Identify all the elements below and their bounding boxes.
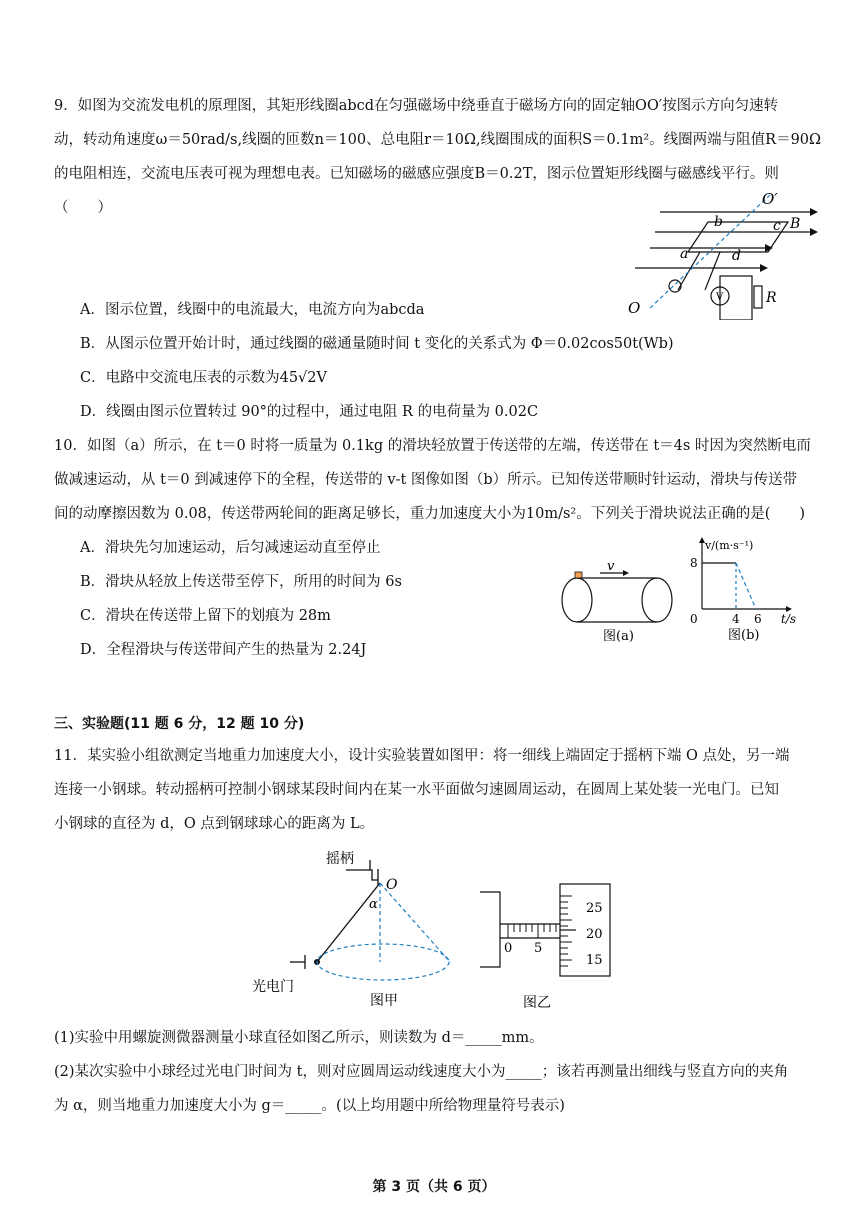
q10-line-3: 间的动摩擦因数为 0.08，传送带两轮间的距离足够长，重力加速度大小为10m/s²。下列关于滑块说法正确的是( ) bbox=[54, 506, 806, 522]
q10-line-2: 做减速运动，从 t＝0 到减速停下的全程，传送带的 v-t 图像如图（b）所示。已知传送带顺时针运动，滑块与传送带 bbox=[54, 472, 798, 488]
q11-sub-3: 为 α，则当地重力加速度大小为 g＝_____。(以上均用题中所给物理量符号表示) bbox=[54, 1098, 565, 1114]
q9-option-d: D．线圈由图示位置转过 90°的过程中，通过电阻 R 的电荷量为 0.02C bbox=[80, 404, 539, 420]
q9-line-2: 动，转动角速度ω＝50rad/s,线圈的匝数n＝100、总电阻r＝10Ω,线圈围成的面积S＝0.1m²。线圈两端与阻值R＝90Ω bbox=[54, 132, 822, 148]
thimble-tick-20: 20 bbox=[586, 927, 603, 942]
q11-sub-1: (1)实验中用螺旋测微器测量小球直径如图乙所示，则读数为 d＝_____mm。 bbox=[54, 1030, 544, 1046]
q9-option-a: A．图示位置，线圈中的电流最大，电流方向为abcda bbox=[80, 302, 425, 318]
generator-diagram bbox=[620, 190, 820, 320]
fig-yi-caption: 图乙 bbox=[523, 995, 551, 1011]
label-a: a bbox=[680, 246, 689, 262]
vt-graph bbox=[688, 535, 808, 645]
velocity-label: v bbox=[607, 560, 615, 574]
vt-ylabel: v/(m·s⁻¹) bbox=[705, 539, 754, 552]
q11-sub-2: (2)某次实验中小球经过光电门时间为 t，则对应圆周运动线速度大小为_____；该若再测量出细线与竖直方向的夹角 bbox=[54, 1064, 789, 1080]
sleeve-tick-5: 5 bbox=[534, 941, 543, 956]
q11-line-3: 小钢球的直径为 d，O 点到钢球球心的距离为 L。 bbox=[54, 816, 375, 832]
q9-line-1: 9．如图为交流发电机的原理图，其矩形线圈abcd在匀强磁场中绕垂直于磁场方向的固定轴OO′按图示方向匀速转 bbox=[54, 98, 779, 114]
q10-option-d: D．全程滑块与传送带间产生的热量为 2.24J bbox=[80, 642, 367, 658]
q10-option-b: B．滑块从轻放上传送带至停下，所用的时间为 6s bbox=[80, 574, 402, 590]
angle-alpha-label: α bbox=[369, 897, 378, 912]
q9-line-3: 的电阻相连，交流电压表可视为理想电表。已知磁场的磁感应强度B＝0.2T，图示位置矩形线圈与磁感线平行。则 bbox=[54, 166, 779, 182]
handle-label: 摇柄 bbox=[326, 851, 354, 867]
vt-xtick-4: 4 bbox=[732, 612, 740, 626]
photogate-label: 光电门 bbox=[252, 979, 294, 995]
conveyor-figure bbox=[555, 560, 685, 645]
label-b: b bbox=[714, 214, 723, 230]
pendulum-figure bbox=[250, 845, 460, 1015]
label-c: c bbox=[773, 218, 781, 234]
page-footer: 第 3 页（共 6 页） bbox=[372, 1179, 496, 1195]
vt-ytick-8: 8 bbox=[690, 556, 698, 570]
thimble-tick-25: 25 bbox=[586, 901, 603, 916]
fig-a-caption: 图(a) bbox=[603, 629, 634, 644]
q10-option-a: A．滑块先匀加速运动，后匀减速运动直至停止 bbox=[80, 540, 381, 556]
label-r: R bbox=[766, 290, 777, 306]
q9-option-b: B．从图示位置开始计时，通过线圈的磁通量随时间 t 变化的关系式为 Φ＝0.02cos50t(Wb) bbox=[80, 336, 674, 352]
q11-line-1: 11．某实验小组欲测定当地重力加速度大小，设计实验装置如图甲：将一细线上端固定于摇柄下端 O 点处，另一端 bbox=[54, 748, 790, 764]
fig-jia-caption: 图甲 bbox=[370, 993, 398, 1009]
q10-line-1: 10．如图（a）所示，在 t＝0 时将一质量为 0.1kg 的滑块轻放置于传送带的左端，传送带在 t＝4s 时因为突然断电而 bbox=[54, 438, 811, 454]
sleeve-tick-0: 0 bbox=[504, 941, 513, 956]
label-d: d bbox=[732, 248, 741, 264]
voltmeter-label: V bbox=[716, 292, 724, 303]
pivot-o-label: O bbox=[386, 877, 398, 893]
micrometer-figure bbox=[478, 882, 618, 1017]
fig-b-caption: 图(b) bbox=[728, 628, 760, 643]
label-o: O bbox=[628, 299, 641, 317]
vt-xlabel: t/s bbox=[781, 612, 797, 626]
q11-line-2: 连接一小钢球。转动摇柄可控制小钢球某段时间内在某一水平面做匀速圆周运动，在圆周上某处装一光电门。已知 bbox=[54, 782, 779, 798]
label-b-field: B bbox=[790, 216, 801, 232]
section-title: 三、实验题(11 题 6 分，12 题 10 分) bbox=[54, 716, 305, 732]
q9-line-4: （ ） bbox=[54, 200, 112, 216]
vt-xtick-0: 0 bbox=[690, 612, 698, 626]
vt-xtick-6: 6 bbox=[754, 612, 762, 626]
q9-option-c: C．电路中交流电压表的示数为45√2V bbox=[80, 370, 327, 386]
label-o-prime: O′ bbox=[762, 190, 778, 208]
q10-option-c: C．滑块在传送带上留下的划痕为 28m bbox=[80, 608, 331, 624]
thimble-tick-15: 15 bbox=[586, 953, 603, 968]
